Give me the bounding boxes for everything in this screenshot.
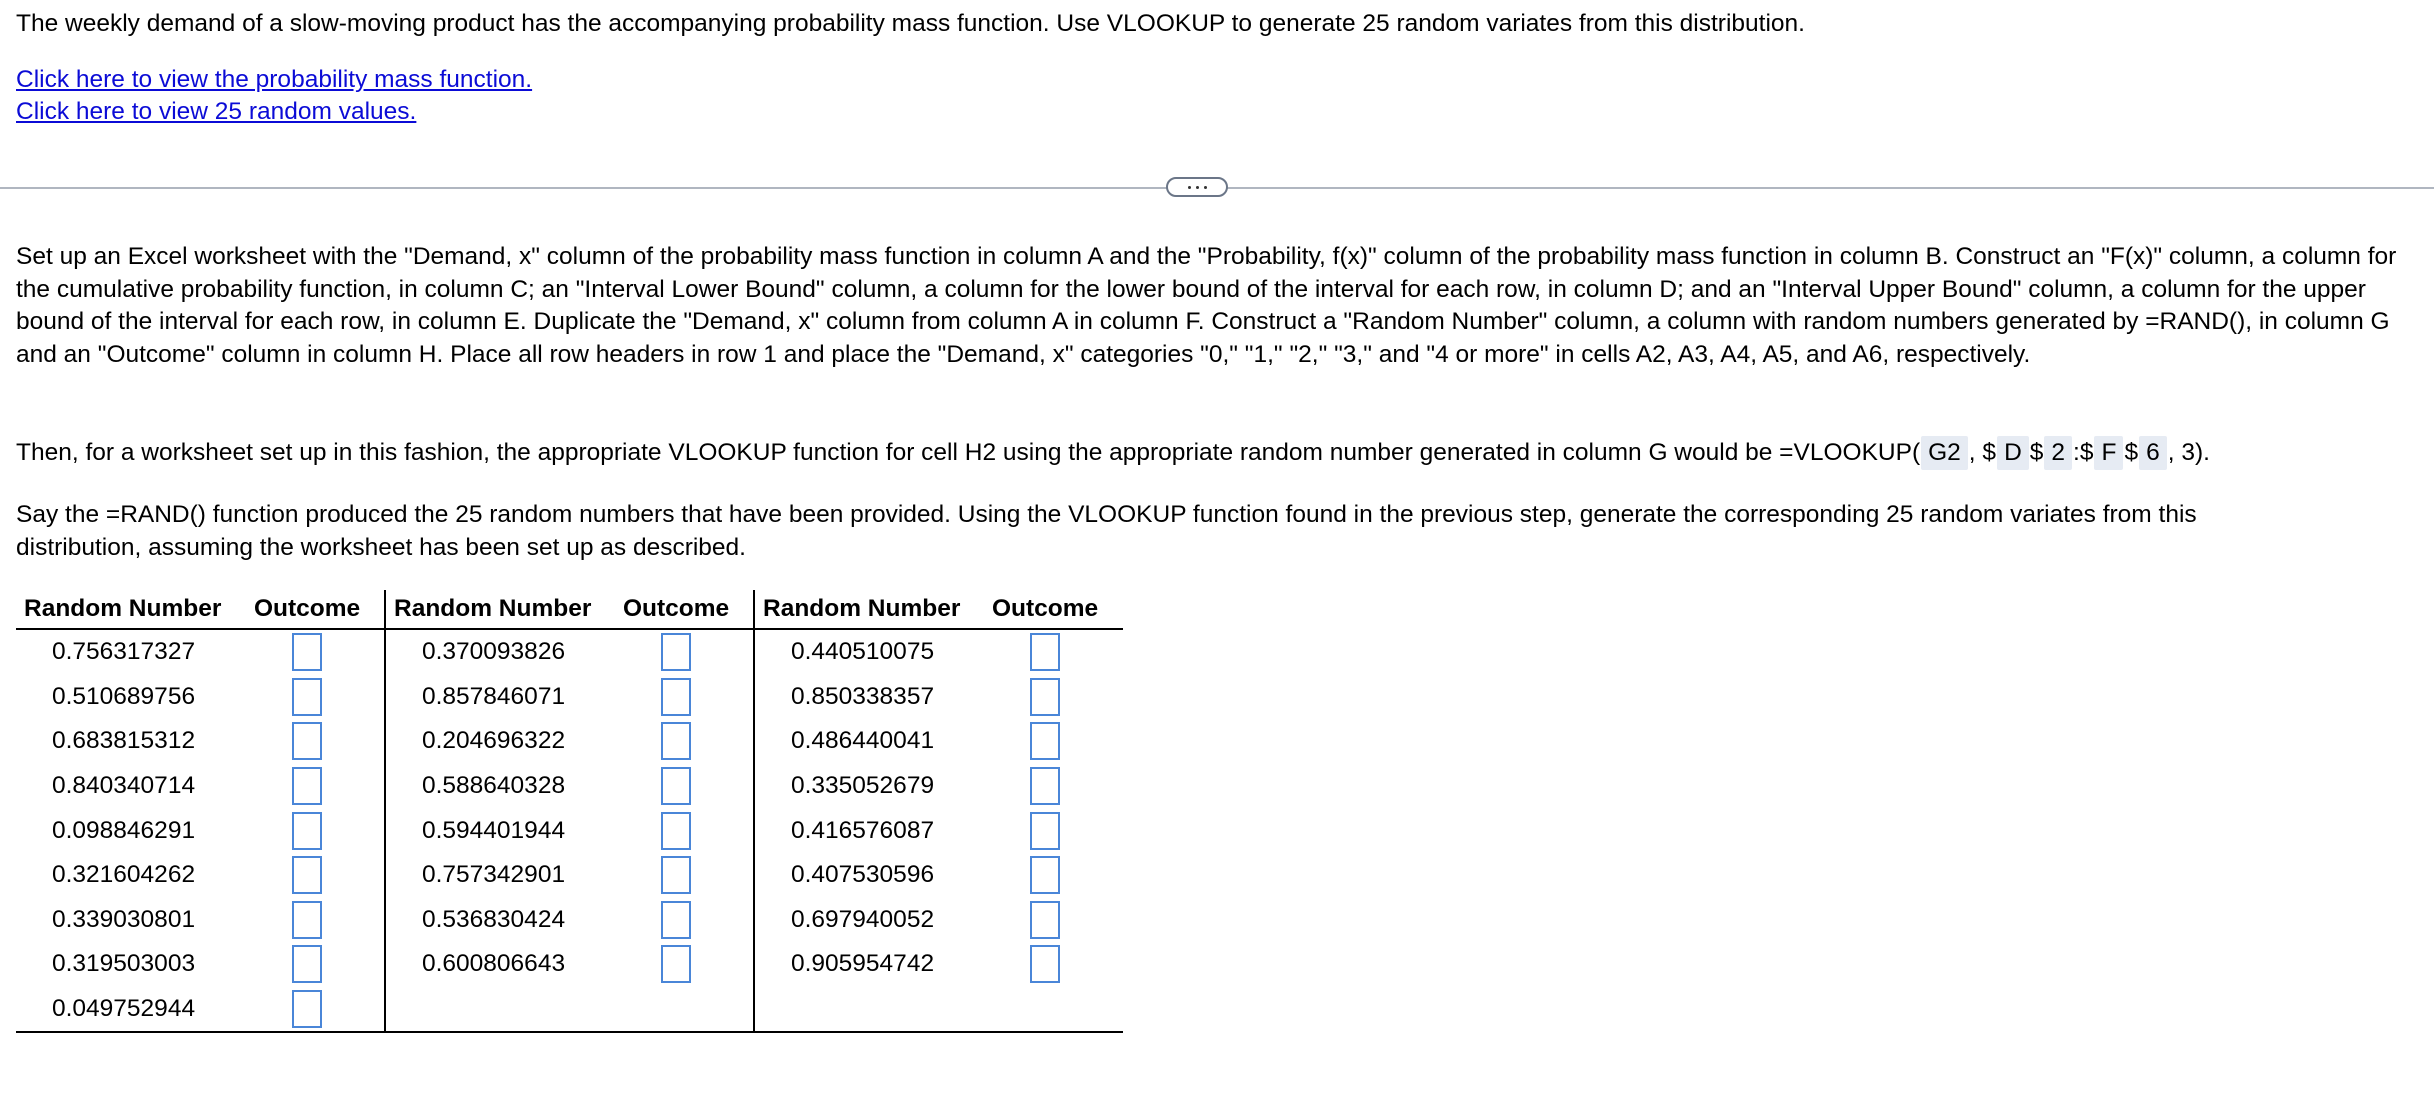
outcome-input[interactable]	[661, 901, 691, 939]
random-number-cell: 0.486440041	[754, 719, 986, 764]
outcome-input[interactable]	[292, 945, 322, 983]
outcome-input[interactable]	[292, 812, 322, 850]
empty-cell	[617, 987, 754, 1033]
random-number-cell: 0.370093826	[385, 629, 617, 675]
random-number-cell: 0.536830424	[385, 898, 617, 943]
outcome-cell	[617, 942, 754, 987]
outcome-input[interactable]	[661, 812, 691, 850]
random-variates-table	[16, 590, 1123, 1033]
outcome-input[interactable]	[1030, 722, 1060, 760]
vlookup-prefix: Then, for a worksheet set up in this fashion, the appropriate VLOOKUP function for cell H2 using the appropriate random number generated in column G would be =VLOOKUP(	[16, 439, 1921, 466]
random-number-cell: 0.756317327	[52, 638, 196, 666]
random-number-cell: 0.416576087	[754, 808, 986, 853]
outcome-cell	[617, 719, 754, 764]
outcome-input[interactable]	[1030, 812, 1060, 850]
task-prompt: Say the =RAND() function produced the 25 random numbers that have been provided. Using the VLOOKUP function found in the previous step, generate the corresponding 25 random variates from this distribution, assuming the worksheet has been set up as described.	[16, 501, 2197, 561]
outcome-cell	[248, 629, 385, 675]
outcome-cell	[248, 898, 385, 943]
table-row	[16, 764, 1123, 809]
view-pmf-link[interactable]: Click here to view the probability mass function.	[16, 66, 533, 93]
outcome-input[interactable]	[1030, 901, 1060, 939]
outcome-cell	[248, 764, 385, 809]
outcome-input[interactable]	[661, 945, 691, 983]
expand-more-icon[interactable]	[1166, 177, 1228, 197]
outcome-cell	[986, 719, 1123, 764]
header-random-number-1: Random Number	[16, 590, 248, 629]
table-row	[16, 629, 1123, 675]
random-number-cell: 0.098846291	[52, 816, 196, 844]
table-row	[16, 675, 1123, 720]
outcome-input[interactable]	[1030, 678, 1060, 716]
header-random-number-2: Random Number	[385, 590, 617, 629]
random-number-cell: 0.319503003	[52, 950, 196, 978]
random-number-cell: 0.857846071	[385, 675, 617, 720]
outcome-cell	[248, 719, 385, 764]
vlookup-statement	[16, 436, 2421, 470]
outcome-cell	[617, 853, 754, 898]
table-row	[16, 987, 1123, 1033]
outcome-input[interactable]	[292, 856, 322, 894]
random-number-cell: 0.905954742	[754, 942, 986, 987]
table-row	[16, 898, 1123, 943]
vlookup-sep: ,	[1968, 439, 1976, 466]
answer-row-2[interactable]: 2	[2044, 436, 2072, 470]
random-number-cell: 0.683815312	[52, 727, 196, 755]
random-number-cell: 0.600806643	[385, 942, 617, 987]
random-number-cell: 0.510689756	[52, 682, 196, 710]
vlookup-dollar-1: $	[1982, 439, 1997, 466]
random-number-cell: 0.204696322	[385, 719, 617, 764]
header-outcome-1: Outcome	[248, 590, 385, 629]
outcome-cell	[986, 675, 1123, 720]
outcome-input[interactable]	[1030, 856, 1060, 894]
answer-col-f[interactable]: F	[2094, 436, 2123, 470]
outcome-cell	[986, 898, 1123, 943]
outcome-cell	[986, 942, 1123, 987]
random-number-cell: 0.850338357	[754, 675, 986, 720]
outcome-cell	[248, 808, 385, 853]
table-row	[16, 808, 1123, 853]
random-number-cell: 0.840340714	[52, 772, 196, 800]
outcome-cell	[986, 629, 1123, 675]
table-body	[16, 629, 1123, 1032]
outcome-cell	[617, 629, 754, 675]
random-number-cell: 0.407530596	[754, 853, 986, 898]
outcome-input[interactable]	[1030, 767, 1060, 805]
outcome-input[interactable]	[292, 722, 322, 760]
answer-col-d[interactable]: D	[1997, 436, 2029, 470]
outcome-input[interactable]	[292, 767, 322, 805]
outcome-input[interactable]	[1030, 633, 1060, 671]
random-number-cell: 0.335052679	[754, 764, 986, 809]
outcome-cell	[617, 764, 754, 809]
header-outcome-3: Outcome	[986, 590, 1123, 629]
problem-intro: The weekly demand of a slow-moving product has the accompanying probability mass function. Use VLOOKUP to generate 25 random variates from this distribution.	[16, 10, 1805, 37]
setup-instructions: Set up an Excel worksheet with the "Demand, x" column of the probability mass function in column A and the "Probability, f(x)" column of the probability mass function in column B. Construct an "F(x)" column, a column for the cumulative probability function, in column C; an "Interval Lower Bound" column, a column for the lower bound of the interval for each row, in column D; and an "Interval Upper Bound" column, a column for the upper bound of the interval for each row, in column E. Duplicate the "Demand, x" column from column A in column F. Construct a "Random Number" column, a column with random numbers generated by =RAND(), in column G and an "Outcome" column in column H. Place all row headers in row 1 and place the "Demand, x" categories "0," "1," "2," "3," and "4 or more" in cells A2, A3, A4, A5, and A6, respectively.	[16, 243, 2397, 368]
random-number-cell: 0.321604262	[52, 861, 196, 889]
table-row	[16, 853, 1123, 898]
random-number-cell: 0.594401944	[385, 808, 617, 853]
random-number-cell: 0.697940052	[754, 898, 986, 943]
answer-row-6[interactable]: 6	[2139, 436, 2167, 470]
outcome-input[interactable]	[661, 767, 691, 805]
outcome-input[interactable]	[292, 633, 322, 671]
vlookup-suffix: , 3).	[2167, 439, 2210, 466]
outcome-cell	[248, 853, 385, 898]
outcome-cell	[617, 808, 754, 853]
vlookup-dollar-2: $	[2029, 439, 2044, 466]
header-random-number-3: Random Number	[754, 590, 986, 629]
outcome-cell	[986, 764, 1123, 809]
answer-g2[interactable]: G2	[1921, 436, 1968, 470]
outcome-input[interactable]	[661, 678, 691, 716]
empty-cell	[986, 987, 1123, 1033]
outcome-cell	[248, 942, 385, 987]
vlookup-colon: :$	[2073, 439, 2094, 466]
outcome-input[interactable]	[661, 856, 691, 894]
view-random-values-link[interactable]: Click here to view 25 random values.	[16, 98, 417, 125]
outcome-cell	[248, 675, 385, 720]
outcome-input[interactable]	[292, 990, 322, 1028]
random-number-cell: 0.049752944	[16, 987, 248, 1033]
outcome-input[interactable]	[292, 678, 322, 716]
outcome-cell	[617, 898, 754, 943]
outcome-input[interactable]	[292, 901, 322, 939]
outcome-cell	[986, 853, 1123, 898]
table-row	[16, 942, 1123, 987]
random-number-cell: 0.339030801	[52, 905, 196, 933]
table-row	[16, 719, 1123, 764]
header-outcome-2: Outcome	[617, 590, 754, 629]
resource-links	[16, 64, 532, 128]
outcome-input[interactable]	[661, 722, 691, 760]
outcome-cell	[986, 808, 1123, 853]
vlookup-dollar-3: $	[2124, 439, 2139, 466]
outcome-input[interactable]	[1030, 945, 1060, 983]
outcome-input[interactable]	[661, 633, 691, 671]
random-number-cell: 0.757342901	[385, 853, 617, 898]
empty-cell	[385, 987, 617, 1033]
outcome-cell	[248, 987, 385, 1033]
random-number-cell: 0.588640328	[385, 764, 617, 809]
empty-cell	[754, 987, 986, 1033]
random-number-cell: 0.440510075	[754, 629, 986, 675]
outcome-cell	[617, 675, 754, 720]
